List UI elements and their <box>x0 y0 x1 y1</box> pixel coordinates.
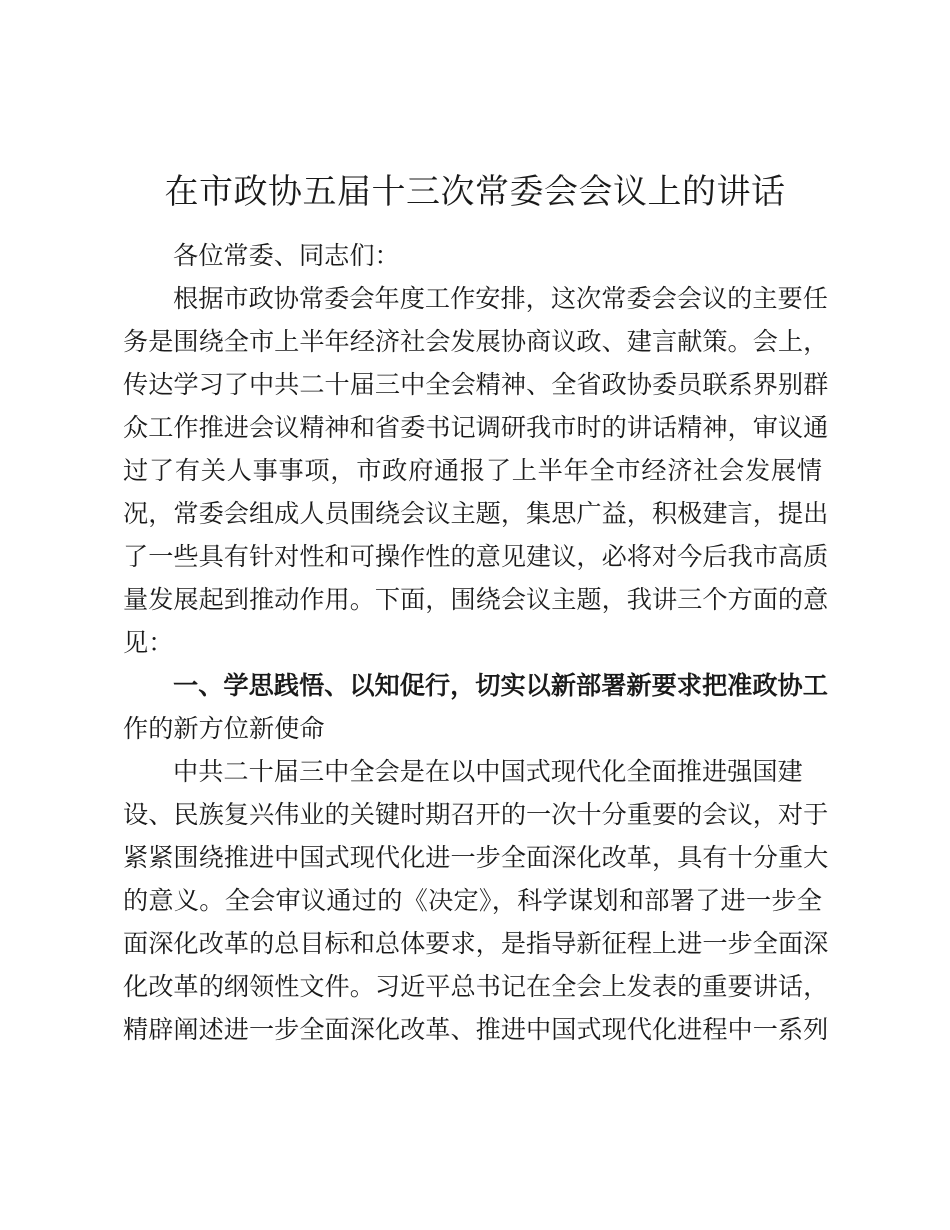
section-heading-line <box>0 707 950 751</box>
paragraph-text: 的意义。全会审议通过的《决定》，科学谋划和部署了进一步全 <box>123 886 822 915</box>
paragraph-line <box>0 320 950 364</box>
paragraph-line <box>0 535 950 579</box>
paragraph-line <box>0 879 950 923</box>
document-title: 在市政协五届十三次常委会会议上的讲话 <box>164 172 786 212</box>
paragraph-text: 精辟阐述进一步全面深化改革、推进中国式现代化进程中一系列 <box>123 1015 829 1044</box>
paragraph-text: 况，常委会组成人员围绕会议主题，集思广益，积极建言，提出 <box>123 499 829 528</box>
paragraph-text: 了一些具有针对性和可操作性的意见建议，必将对今后我市高质 <box>123 542 829 571</box>
paragraph-line <box>0 363 950 407</box>
paragraph-line <box>0 922 950 966</box>
paragraph-text: 中共二十届三中全会是在以中国式现代化全面推进强国建 <box>173 757 803 786</box>
paragraph-line <box>0 965 950 1009</box>
paragraph-line <box>0 621 950 665</box>
paragraph-line <box>0 449 950 493</box>
section-heading-text: 作的新方位新使命 <box>123 714 325 743</box>
paragraph-line <box>0 793 950 837</box>
paragraph-line <box>0 836 950 880</box>
section-heading-text: 一、学思践悟、以知促行，切实以新部署新要求把准政协工 <box>173 671 828 700</box>
paragraph-line <box>0 750 950 794</box>
paragraph-text: 紧紧围绕推进中国式现代化进一步全面深化改革，具有十分重大 <box>123 843 829 872</box>
paragraph-text: 过了有关人事事项，市政府通报了上半年全市经济社会发展情 <box>123 456 822 485</box>
paragraph-text: 务是围绕全市上半年经济社会发展协商议政、建言献策。会上， <box>123 327 829 356</box>
section-heading-line <box>0 664 950 708</box>
paragraph-line <box>0 492 950 536</box>
paragraph-text: 众工作推进会议精神和省委书记调研我市时的讲话精神，审议通 <box>123 413 829 442</box>
paragraph-text: 量发展起到推动作用。下面，围绕会议主题，我讲三个方面的意 <box>123 585 829 614</box>
paragraph-line <box>0 277 950 321</box>
paragraph-line <box>0 1008 950 1052</box>
paragraph-text: 面深化改革的总目标和总体要求，是指导新征程上进一步全面深 <box>123 929 829 958</box>
paragraph-line <box>0 406 950 450</box>
salutation-text: 各位常委、同志们： <box>173 241 400 270</box>
paragraph-line <box>0 578 950 622</box>
paragraph-text: 化改革的纲领性文件。习近平总书记在全会上发表的重要讲话， <box>123 972 829 1001</box>
salutation-line <box>0 234 950 278</box>
paragraph-text: 见： <box>123 628 174 657</box>
paragraph-text: 设、民族复兴伟业的关键时期召开的一次十分重要的会议，对于 <box>123 800 829 829</box>
paragraph-text: 根据市政协常委会年度工作安排，这次常委会会议的主要任 <box>173 284 828 313</box>
paragraph-text: 传达学习了中共二十届三中全会精神、全省政协委员联系界别群 <box>123 370 829 399</box>
